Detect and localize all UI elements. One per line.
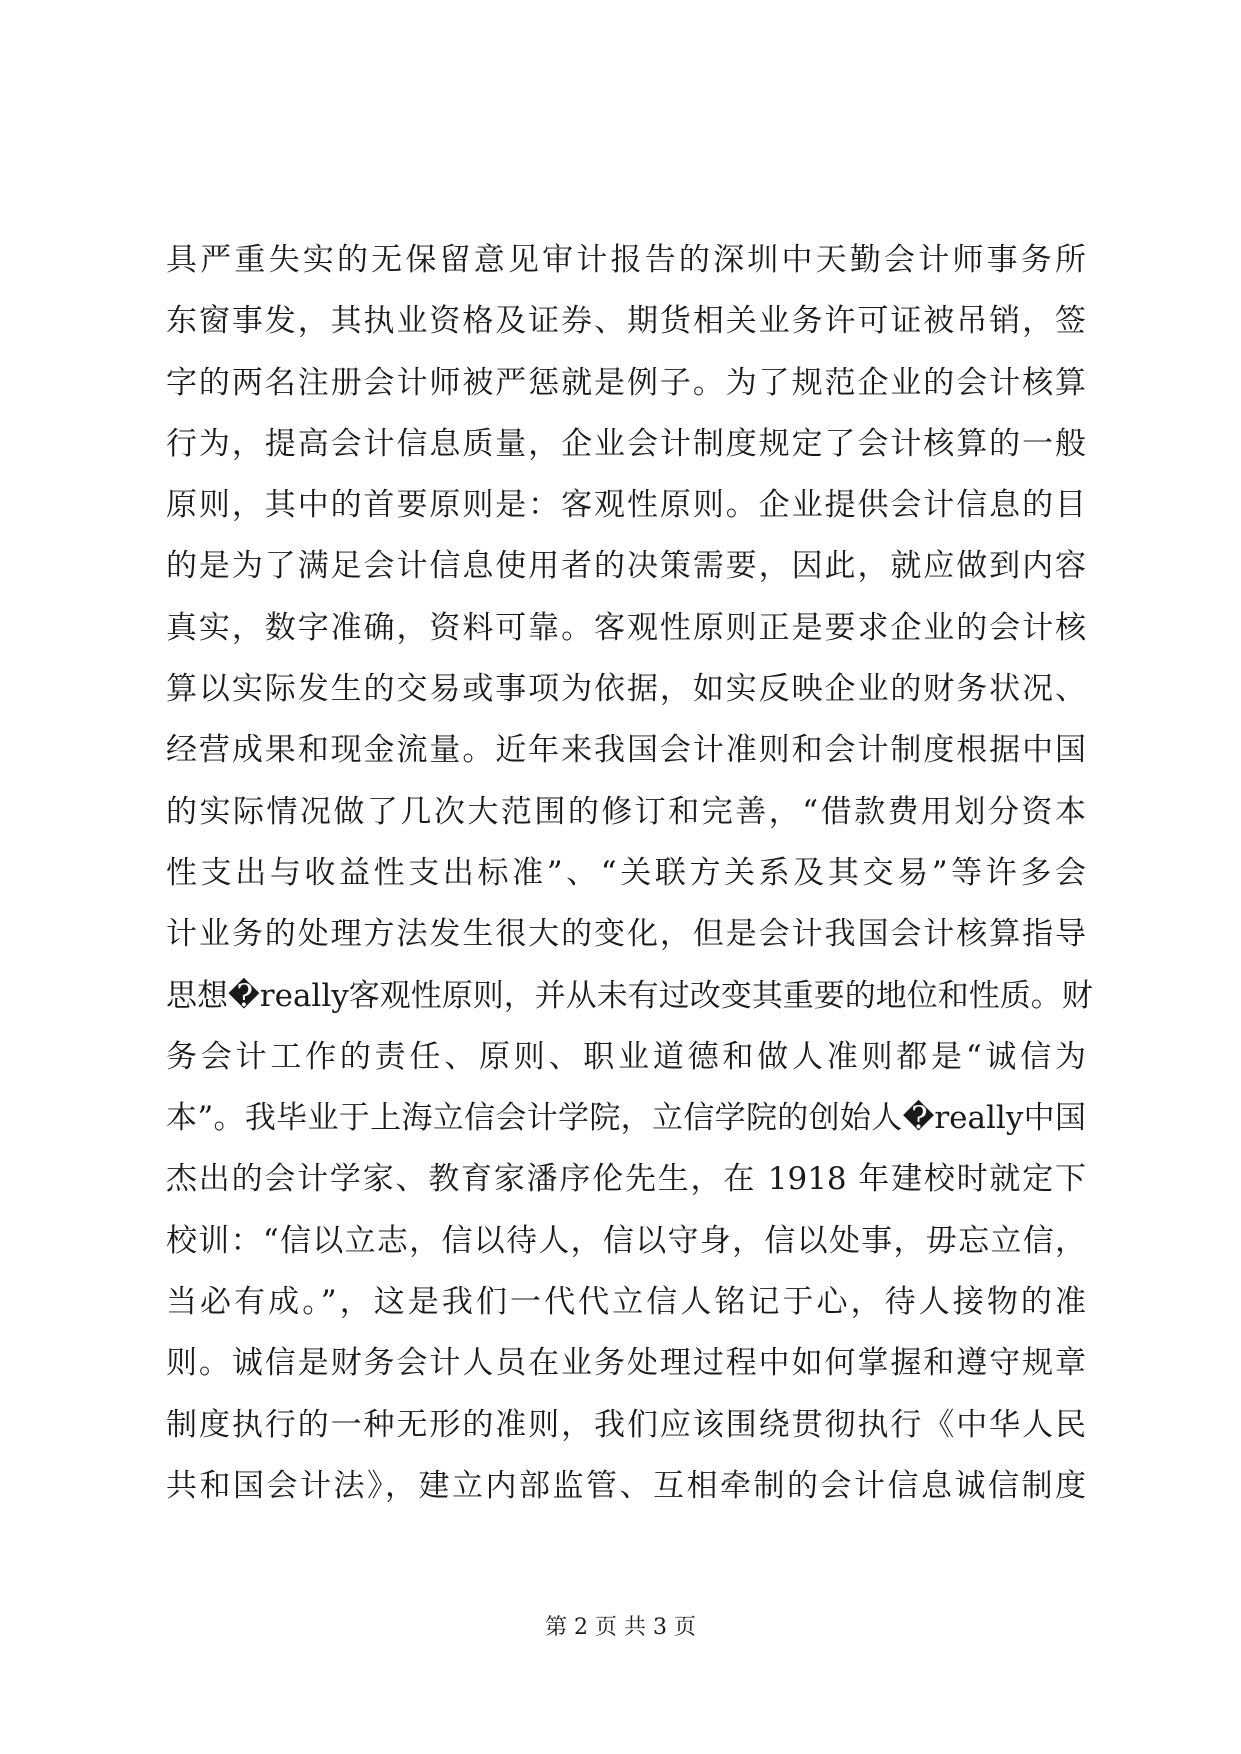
text-line: 当必有成。”，这是我们一代代立信人铭记于心，待人接物的准 [166,1284,1086,1321]
text-line: 务会计工作的责任、原则、职业道德和做人准则都是“诚信为 [166,1038,1086,1075]
text-line: 计业务的处理方法发生很大的变化，但是会计我国会计核算指导 [166,916,1086,953]
page-footer [0,1610,1241,1641]
text-line: 思想�really客观性原则，并从未有过改变其重要的地位和性质。财 [166,977,1093,1014]
text-line: 制度执行的一种无形的准则，我们应该围绕贯彻执行《中华人民 [166,1406,1086,1443]
text-line: 共和国会计法》，建立内部监管、互相牵制的会计信息诚信制度 [166,1467,1086,1504]
text-line: 校训：“信以立志，信以待人，信以守身，信以处事，毋忘立信， [166,1222,1086,1259]
text-line: 性支出与收益性支出标准”、“关联方关系及其交易”等许多会 [166,854,1086,891]
text-line: 本”。我毕业于上海立信会计学院，立信学院的创始人�really中国 [166,1100,1086,1137]
text-line: 的是为了满足会计信息使用者的决策需要，因此，就应做到内容 [166,548,1086,585]
text-line: 真实，数字准确，资料可靠。客观性原则正是要求企业的会计核 [166,609,1086,646]
text-line: 经营成果和现金流量。近年来我国会计准则和会计制度根据中国 [166,732,1086,769]
text-line: 行为，提高会计信息质量，企业会计制度规定了会计核算的一般 [166,425,1086,462]
text-line: 东窗事发，其执业资格及证券、期货相关业务许可证被吊销，签 [166,303,1086,340]
text-line: 则。诚信是财务会计人员在业务处理过程中如何掌握和遵守规章 [166,1345,1086,1382]
text-line: 的实际情况做了几次大范围的修订和完善，“借款费用划分资本 [166,793,1086,830]
text-line: 算以实际发生的交易或事项为依据，如实反映企业的财务状况、 [166,671,1086,708]
text-line: 杰出的会计学家、教育家潘序伦先生，在 1918 年建校时就定下 [166,1161,1086,1198]
body-text [166,230,1093,1517]
text-line: 字的两名注册会计师被严惩就是例子。为了规范企业的会计核算 [166,364,1086,401]
page-number: 第 2 页 共 3 页 [545,1615,696,1640]
text-line: 具严重失实的无保留意见审计报告的深圳中天勤会计师事务所 [166,242,1086,278]
text-line: 原则，其中的首要原则是：客观性原则。企业提供会计信息的目 [166,487,1086,524]
